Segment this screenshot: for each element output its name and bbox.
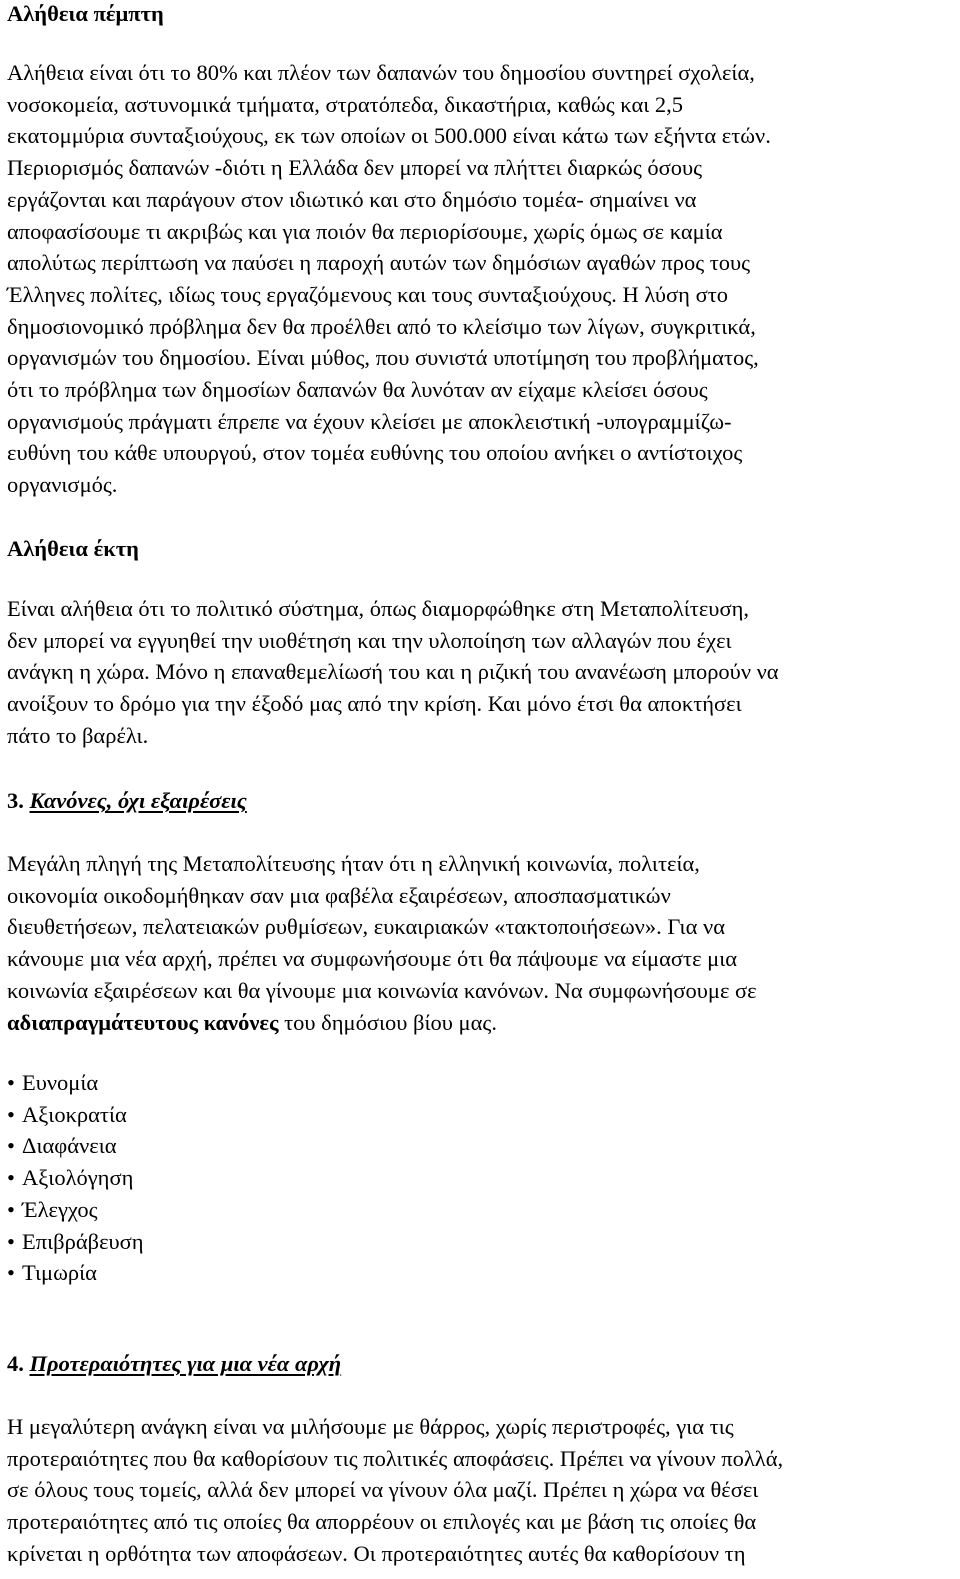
text-line: δεν μπορεί να εγγυηθεί την υιοθέτηση και την υλοποίηση των αλλαγών που έχει	[7, 627, 732, 653]
list-item-label: Τιμωρία	[22, 1260, 97, 1286]
paragraph-priorities	[7, 1411, 783, 1570]
section-number: 4.	[7, 1351, 24, 1376]
text-line: Μεγάλη πληγή της Μεταπολίτευσης ήταν ότι η ελληνική κοινωνία, πολιτεία,	[7, 851, 700, 876]
list-item-label: Ευνομία	[22, 1070, 99, 1095]
list-item	[7, 1194, 144, 1226]
text-line: κοινωνία εξαιρέσεων και θα γίνουμε μια κοινωνία κανόνων. Να συμφωνήσουμε σε	[7, 977, 757, 1003]
section-number: 3.	[7, 788, 24, 813]
list-item	[7, 1257, 144, 1289]
text-line: Είναι αλήθεια ότι το πολιτικό σύστημα, όπως διαμορφώθηκε στη Μεταπολίτευση,	[7, 596, 749, 621]
bullet-icon: •	[7, 1070, 15, 1095]
text-line: Έλληνες πολίτες, ιδίως τους εργαζόμενους και τους συνταξιούχους. Η λύση στο	[7, 281, 728, 307]
text-line: διευθετήσεων, πελατειακών ρυθμίσεων, ευκαιριακών «τακτοποιήσεων». Για να	[7, 914, 725, 940]
section-title: Κανόνες, όχι εξαιρέσεις	[29, 788, 247, 813]
text-line: πάτο το βαρέλι.	[7, 722, 149, 748]
text-line: εργάζονται και παράγουν στον ιδιωτικό και στο δημόσιο τομέα- σημαίνει να	[7, 186, 697, 212]
text-line: απολύτως περίπτωση να παύσει η παροχή αυτών των δημόσιων αγαθών προς τους	[7, 250, 751, 276]
text-line	[7, 1007, 757, 1039]
list-item	[7, 1067, 144, 1099]
text-line: κρίνεται η ορθότητα των αποφάσεων. Οι προτεραιότητες αυτές θα καθορίσουν τη	[7, 1540, 746, 1566]
list-item	[7, 1130, 144, 1162]
text-line: κάνουμε μια νέα αρχή, πρέπει να συμφωνήσουμε ότι θα πάψουμε να είμαστε μια	[7, 946, 738, 972]
text-line: οργανισμών του δημοσίου. Είναι μύθος, που συνιστά υποτίμηση του προβλήματος,	[7, 345, 759, 371]
emphasis-text: αδιαπραγμάτευτους κανόνες	[7, 1009, 279, 1035]
section-title: Προτεραιότητες για μια νέα αρχή	[29, 1351, 342, 1376]
list-item	[7, 1099, 144, 1131]
text-line: Η μεγαλύτερη ανάγκη είναι να μιλήσουμε με θάρρος, χωρίς περιστροφές, για τις	[7, 1414, 734, 1439]
text-line: προτεραιότητες από τις οποίες θα απορρέουν οι επιλογές και με βάση τις οποίες θα	[7, 1509, 757, 1535]
section-heading-truth-five: Αλήθεια πέμπτη	[7, 1, 164, 26]
bullet-icon: •	[7, 1196, 15, 1222]
text-line: ευθύνη του κάθε υπουργού, στον τομέα ευθύνης του οποίου ανήκει ο αντίστοιχος	[7, 440, 743, 466]
list-item-label: Έλεγχος	[22, 1196, 98, 1222]
paragraph-rules	[7, 848, 757, 1038]
bullet-icon: •	[7, 1260, 15, 1286]
text-line: οικονομία οικοδομήθηκαν σαν μια φαβέλα εξαιρέσεων, αποσπασματικών	[7, 882, 671, 908]
list-item-label: Αξιολόγηση	[22, 1165, 134, 1191]
text-line: ανοίξουν το δρόμο για την έξοδό μας από την κρίση. Και μόνο έτσι θα αποκτήσει	[7, 691, 742, 717]
list-item-label: Αξιοκρατία	[22, 1101, 127, 1127]
text-line: ότι το πρόβλημα των δημοσίων δαπανών θα λυνόταν αν είχαμε κλείσει όσους	[7, 377, 708, 403]
text-line: αποφασίσουμε τι ακριβώς και για ποιόν θα περιορίσουμε, χωρίς όμως σε καμία	[7, 218, 723, 244]
text-line: σε όλους τους τομείς, αλλά δεν μπορεί να γίνουν όλα μαζί. Πρέπει η χώρα να θέσει	[7, 1477, 759, 1503]
text-line: οργανισμούς πράγματι έπρεπε να έχουν κλείσει με αποκλειστική -υπογραμμίζω-	[7, 408, 732, 434]
section-heading-priorities	[7, 1350, 341, 1378]
list-item-label: Διαφάνεια	[22, 1133, 117, 1159]
text-line: ανάγκη η χώρα. Μόνο η επαναθεμελίωσή του και η ριζική του ανανέωση μπορούν να	[7, 659, 779, 685]
list-item	[7, 1226, 144, 1258]
text-fragment: του δημόσιου βίου μας.	[278, 1009, 497, 1035]
paragraph-truth-five	[7, 57, 771, 501]
text-line: νοσοκομεία, αστυνομικά τμήματα, στρατόπεδα, δικαστήρια, καθώς και 2,5	[7, 91, 684, 117]
bullet-icon: •	[7, 1165, 15, 1191]
list-item	[7, 1162, 144, 1194]
bullet-icon: •	[7, 1133, 15, 1159]
section-heading-rules	[7, 787, 247, 815]
paragraph-truth-six	[7, 593, 779, 752]
bullet-icon: •	[7, 1228, 15, 1254]
text-line: οργανισμός.	[7, 472, 118, 498]
text-line: εκατομμύρια συνταξιούχους, εκ των οποίων οι 500.000 είναι κάτω των εξήντα ετών.	[7, 123, 771, 149]
text-line: δημοσιονομικό πρόβλημα δεν θα προέλθει από το κλείσιμο των λίγων, συγκριτικά,	[7, 313, 756, 339]
bullet-icon: •	[7, 1101, 15, 1127]
section-heading-truth-six: Αλήθεια έκτη	[7, 536, 139, 561]
rules-list	[7, 1067, 144, 1289]
text-line: Αλήθεια είναι ότι το 80% και πλέον των δαπανών του δημοσίου συντηρεί σχολεία,	[7, 60, 755, 85]
text-line: προτεραιότητες που θα καθορίσουν τις πολιτικές αποφάσεις. Πρέπει να γίνουν πολλά,	[7, 1445, 784, 1471]
list-item-label: Επιβράβευση	[22, 1228, 144, 1254]
text-line: Περιορισμός δαπανών -διότι η Ελλάδα δεν μπορεί να πλήττει διαρκώς όσους	[7, 155, 703, 181]
